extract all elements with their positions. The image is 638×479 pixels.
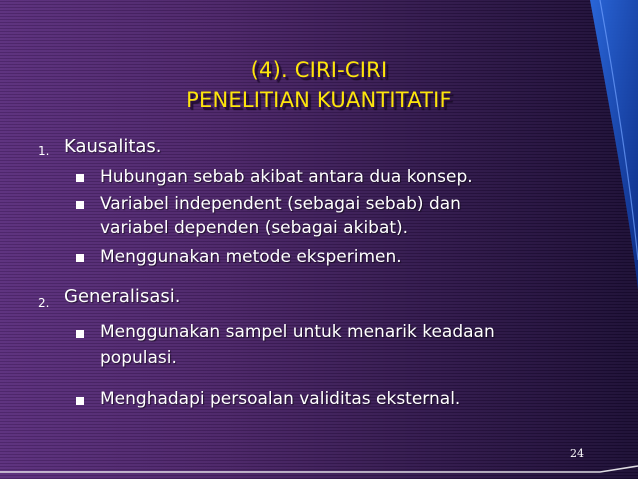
list-number-1: 1. [38,144,50,158]
slide-title-line-1: (4). CIRI-CIRI [250,58,388,82]
list-subitem: Menggunakan sampel untuk menarik keadaan [100,322,495,342]
list-number-2: 2. [38,296,50,310]
list-subitem-continuation: populasi. [100,348,177,368]
list-subitem: Menghadapi persoalan validitas eksternal. [100,389,461,409]
slide-title-line-2: PENELITIAN KUANTITATIF [186,88,452,112]
bullet-square-icon [76,201,84,209]
list-subitem: Variabel independent (sebagai sebab) dan [100,194,461,214]
bullet-square-icon [76,254,84,262]
list-subitem: Menggunakan metode eksperimen. [100,247,402,267]
list-subitem-continuation: variabel dependen (sebagai akibat). [100,218,409,238]
list-item-kausalitas: Kausalitas. [64,136,162,157]
bullet-square-icon [76,330,84,338]
slide-number: 24 [570,447,584,460]
list-subitem: Hubungan sebab akibat antara dua konsep. [100,167,473,187]
list-item-generalisasi: Generalisasi. [64,286,181,307]
bullet-square-icon [76,397,84,405]
bullet-square-icon [76,174,84,182]
